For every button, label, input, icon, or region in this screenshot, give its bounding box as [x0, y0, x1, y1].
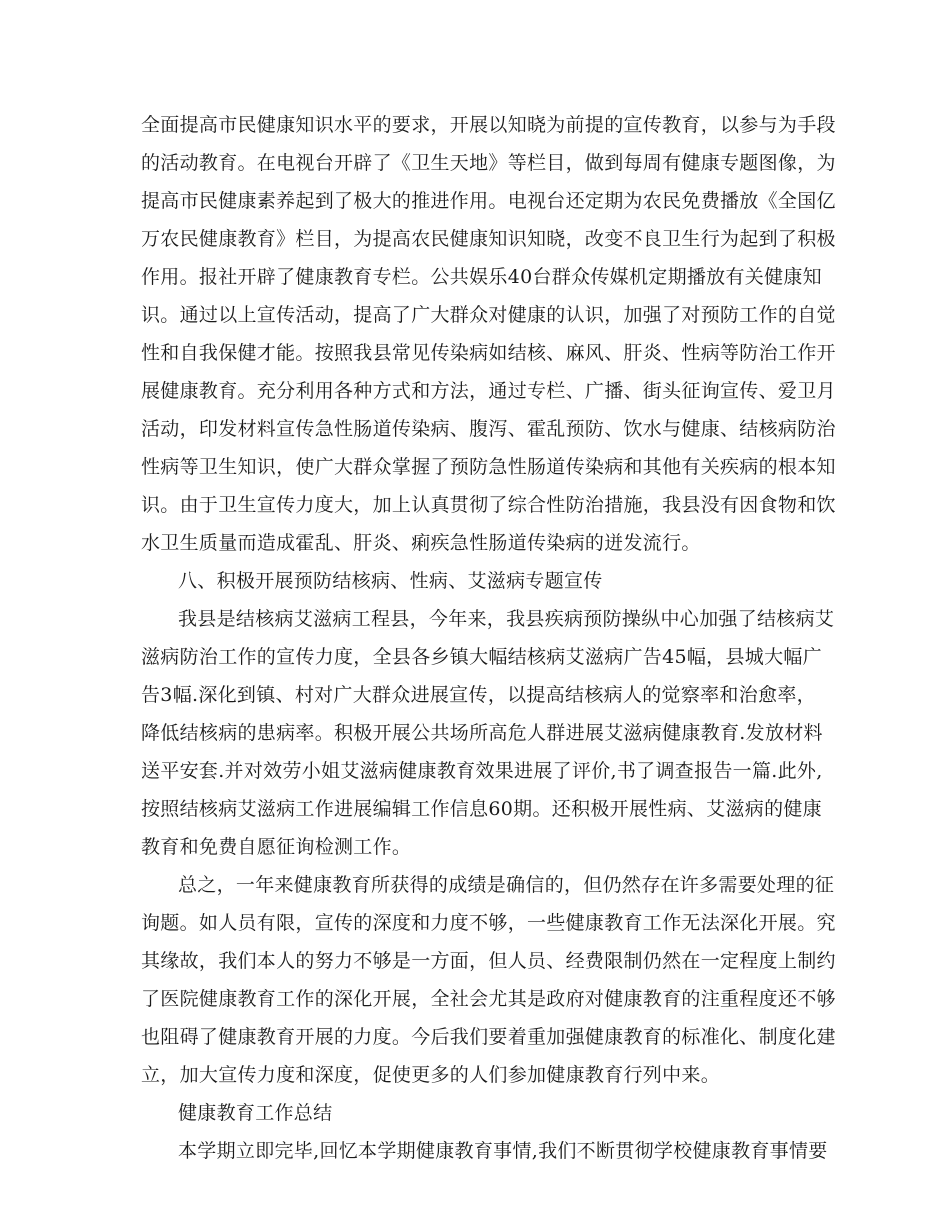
text-line: 识。通过以上宣传活动，提高了广大群众对健康的认识，加强了对预防工作的自觉 [141, 304, 836, 326]
text-line: 滋病防治工作的宣传力度，全县各乡镇大幅结核病艾滋病广告45幅，县城大幅广 [141, 646, 822, 668]
text-line: 送平安套.并对效劳小姐艾滋病健康教育效果进展了评价,书了调查报告一篇.此外, [141, 760, 823, 782]
section-heading: 健康教育工作总结 [178, 1102, 333, 1124]
section-heading: 八、积极开展预防结核病、性病、艾滋病专题宣传 [178, 570, 603, 592]
text-line: 总之，一年来健康教育所获得的成绩是确信的，但仍然存在许多需要处理的征 [178, 874, 835, 896]
text-line: 我县是结核病艾滋病工程县，今年来，我县疾病预防操纵中心加强了结核病艾 [178, 608, 835, 630]
text-line: 按照结核病艾滋病工作进展编辑工作信息60期。还积极开展性病、艾滋病的健康 [141, 798, 822, 820]
text-line: 立，加大宣传力度和深度，促使更多的人们参加健康教育行列中来。 [141, 1064, 721, 1086]
text-line: 也阻碍了健康教育开展的力度。今后我们要着重加强健康教育的标准化、制度化建 [141, 1026, 836, 1048]
text-line: 性病等卫生知识，使广大群众掌握了预防急性肠道传染病和其他有关疾病的根本知 [141, 456, 836, 478]
text-line: 告3幅.深化到镇、村对广大群众进展宣传，以提高结核病人的觉察率和治愈率， [141, 684, 816, 706]
text-line: 降低结核病的患病率。积极开展公共场所高危人群进展艾滋病健康教育.发放材料 [141, 722, 823, 744]
text-line: 识。由于卫生宣传力度大，加上认真贯彻了综合性防治措施，我县没有因食物和饮 [141, 494, 836, 516]
text-line: 性和自我保健才能。按照我县常见传染病如结核、麻风、肝炎、性病等防治工作开 [141, 342, 836, 364]
text-line: 活动，印发材料宣传急性肠道传染病、腹泻、霍乱预防、饮水与健康、结核病防治 [141, 418, 836, 440]
text-line: 其缘故，我们本人的努力不够是一方面，但人员、经费限制仍然在一定程度上制约 [141, 950, 836, 972]
text-line: 展健康教育。充分利用各种方式和方法，通过专栏、广播、街头征询宣传、爱卫月 [141, 380, 836, 402]
text-line: 提高市民健康素养起到了极大的推进作用。电视台还定期为农民免费播放《全国亿 [141, 190, 836, 212]
text-line: 询题。如人员有限，宣传的深度和力度不够，一些健康教育工作无法深化开展。究 [141, 912, 836, 934]
text-line: 的活动教育。在电视台开辟了《卫生天地》等栏目，做到每周有健康专题图像，为 [141, 152, 836, 174]
text-line: 水卫生质量而造成霍乱、肝炎、痢疾急性肠道传染病的迸发流行。 [141, 532, 701, 554]
text-line: 了医院健康教育工作的深化开展，全社会尤其是政府对健康教育的注重程度还不够 [141, 988, 836, 1010]
text-line: 教育和免费自愿征询检测工作。 [141, 836, 412, 858]
text-line: 全面提高市民健康知识水平的要求，开展以知晓为前提的宣传教育，以参与为手段 [141, 114, 836, 136]
text-line: 本学期立即完毕,回忆本学期健康教育事情,我们不断贯彻学校健康教育事情要 [178, 1140, 828, 1162]
text-line: 作用。报社开辟了健康教育专栏。公共娱乐40台群众传媒机定期播放有关健康知 [141, 266, 822, 288]
text-line: 万农民健康教育》栏目，为提高农民健康知识知晓，改变不良卫生行为起到了积极 [141, 228, 836, 250]
